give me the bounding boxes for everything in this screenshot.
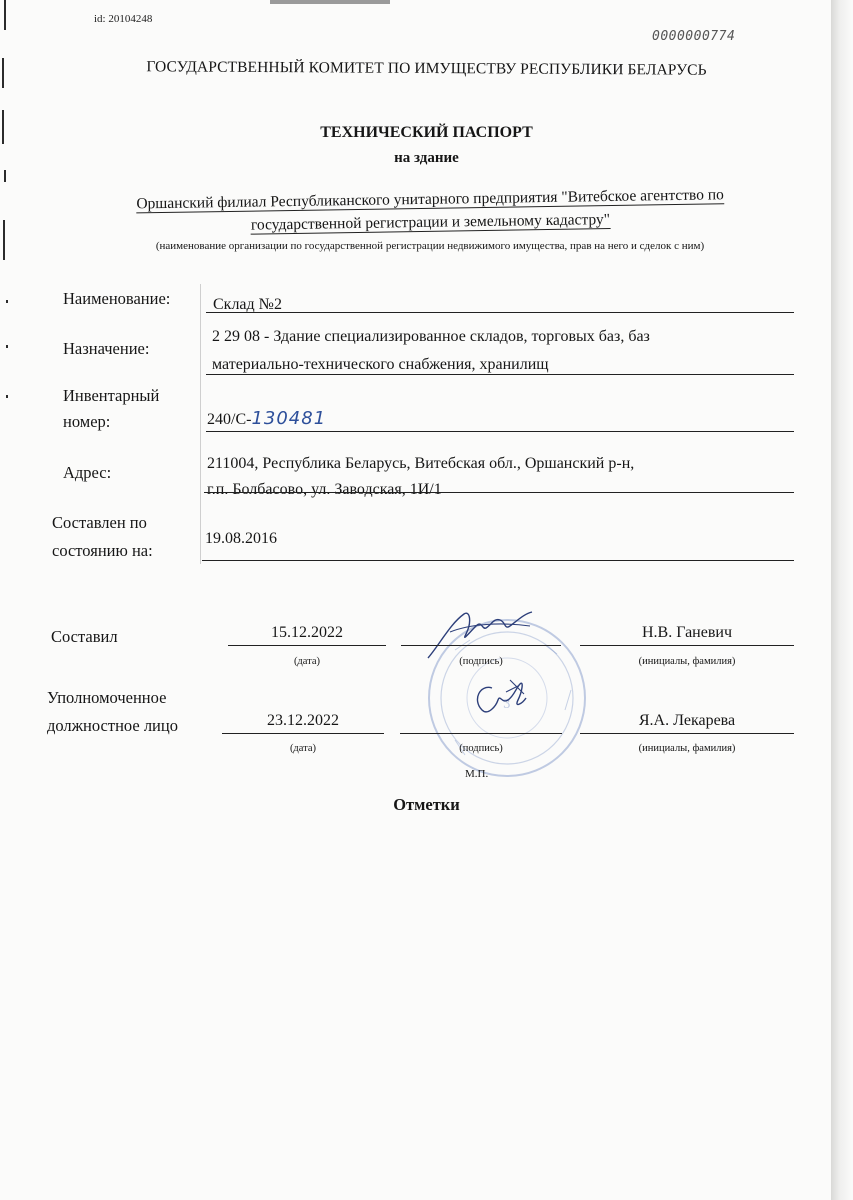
form-column-divider	[200, 284, 201, 564]
organization-caption: (наименование организации по государственной регистрации недвижимого имущества, прав на него и сделок с ним)	[155, 240, 705, 252]
document-title: ТЕХНИЧЕСКИЙ ПАСПОРТ	[320, 124, 533, 141]
inventory-label-line-2: номер:	[63, 412, 111, 431]
compiled-name-caption: (инициалы, фамилия)	[638, 656, 736, 667]
official-date-line	[222, 733, 384, 734]
scan-edge-mark	[6, 345, 8, 348]
scan-edge-mark	[6, 395, 8, 398]
handwritten-registry-number: 0000000774	[652, 29, 736, 44]
compiled-signature-line	[401, 645, 561, 646]
seal-place-label: М.П.	[465, 768, 489, 780]
purpose-label: Назначение:	[63, 339, 150, 358]
name-value: Склад №2	[213, 296, 282, 313]
compiled-as-of-label-line-1: Составлен по	[52, 513, 147, 532]
official-signature-line	[400, 733, 562, 734]
address-underline	[204, 492, 794, 493]
document-id: id: 20104248	[94, 13, 153, 25]
official-name-caption: (инициалы, фамилия)	[638, 743, 736, 754]
compiled-date-line	[228, 645, 386, 646]
scan-edge-mark	[3, 220, 5, 260]
official-name-line	[580, 733, 794, 734]
official-date-caption: (дата)	[289, 743, 317, 754]
svg-text:3: 3	[503, 697, 511, 711]
compiled-date: 15.12.2022	[271, 624, 343, 641]
official-label-line-2: должностное лицо	[47, 716, 178, 735]
address-label: Адрес:	[63, 463, 112, 482]
compiled-by-name: Н.В. Ганевич	[641, 624, 732, 641]
organization-name	[100, 183, 761, 239]
organization-line-1: Оршанский филиал Республиканского унитарного предприятия "Витебское агентство по	[136, 186, 725, 213]
name-underline	[206, 312, 794, 313]
compiled-as-of-underline	[202, 560, 794, 561]
name-label: Наименование:	[63, 289, 171, 308]
organization-line-2: государственной регистрации и земельному кадастру"	[250, 210, 611, 234]
compiled-signature-caption: (подпись)	[459, 656, 503, 667]
official-signature-icon	[462, 670, 532, 730]
committee-heading: ГОСУДАРСТВЕННЫЙ КОМИТЕТ ПО ИМУЩЕСТВУ РЕСПУБЛИКИ БЕЛАРУСЬ	[146, 58, 707, 79]
scan-edge-mark	[4, 0, 6, 30]
inventory-label-line-1: Инвентарный	[63, 386, 160, 405]
inventory-underline	[206, 431, 794, 432]
official-signature-caption: (подпись)	[459, 743, 503, 754]
scan-top-smudge	[270, 0, 390, 4]
compiled-as-of-value: 19.08.2016	[205, 530, 277, 547]
scan-edge-mark	[6, 300, 8, 303]
official-date: 23.12.2022	[267, 712, 339, 729]
compiled-date-caption: (дата)	[293, 656, 321, 667]
inventory-handwritten-number: 130481	[251, 408, 327, 429]
document-subtitle: на здание	[394, 150, 459, 166]
scan-edge-mark	[4, 170, 6, 182]
compiled-by-label: Составил	[51, 627, 118, 646]
scan-right-shadow	[831, 0, 853, 1200]
purpose-line-2: материально-технического снабжения, хранилищ	[212, 356, 549, 373]
inventory-prefix: 240/С-	[207, 411, 252, 428]
official-name: Я.А. Лекарева	[638, 712, 736, 729]
inventory-value	[207, 407, 326, 432]
compiled-as-of-label-line-2: состоянию на:	[52, 541, 153, 560]
address-line-2: г.п. Болбасово, ул. Заводская, 1И/1	[207, 481, 442, 498]
compiled-name-line	[580, 645, 794, 646]
notes-heading: Отметки	[393, 795, 460, 814]
purpose-underline	[206, 374, 794, 375]
official-label-line-1: Уполномоченное	[47, 688, 167, 707]
purpose-line-1: 2 29 08 - Здание специализированное складов, торговых баз, баз	[212, 328, 650, 345]
address-line-1: 211004, Республика Беларусь, Витебская обл., Оршанский р-н,	[207, 455, 635, 472]
